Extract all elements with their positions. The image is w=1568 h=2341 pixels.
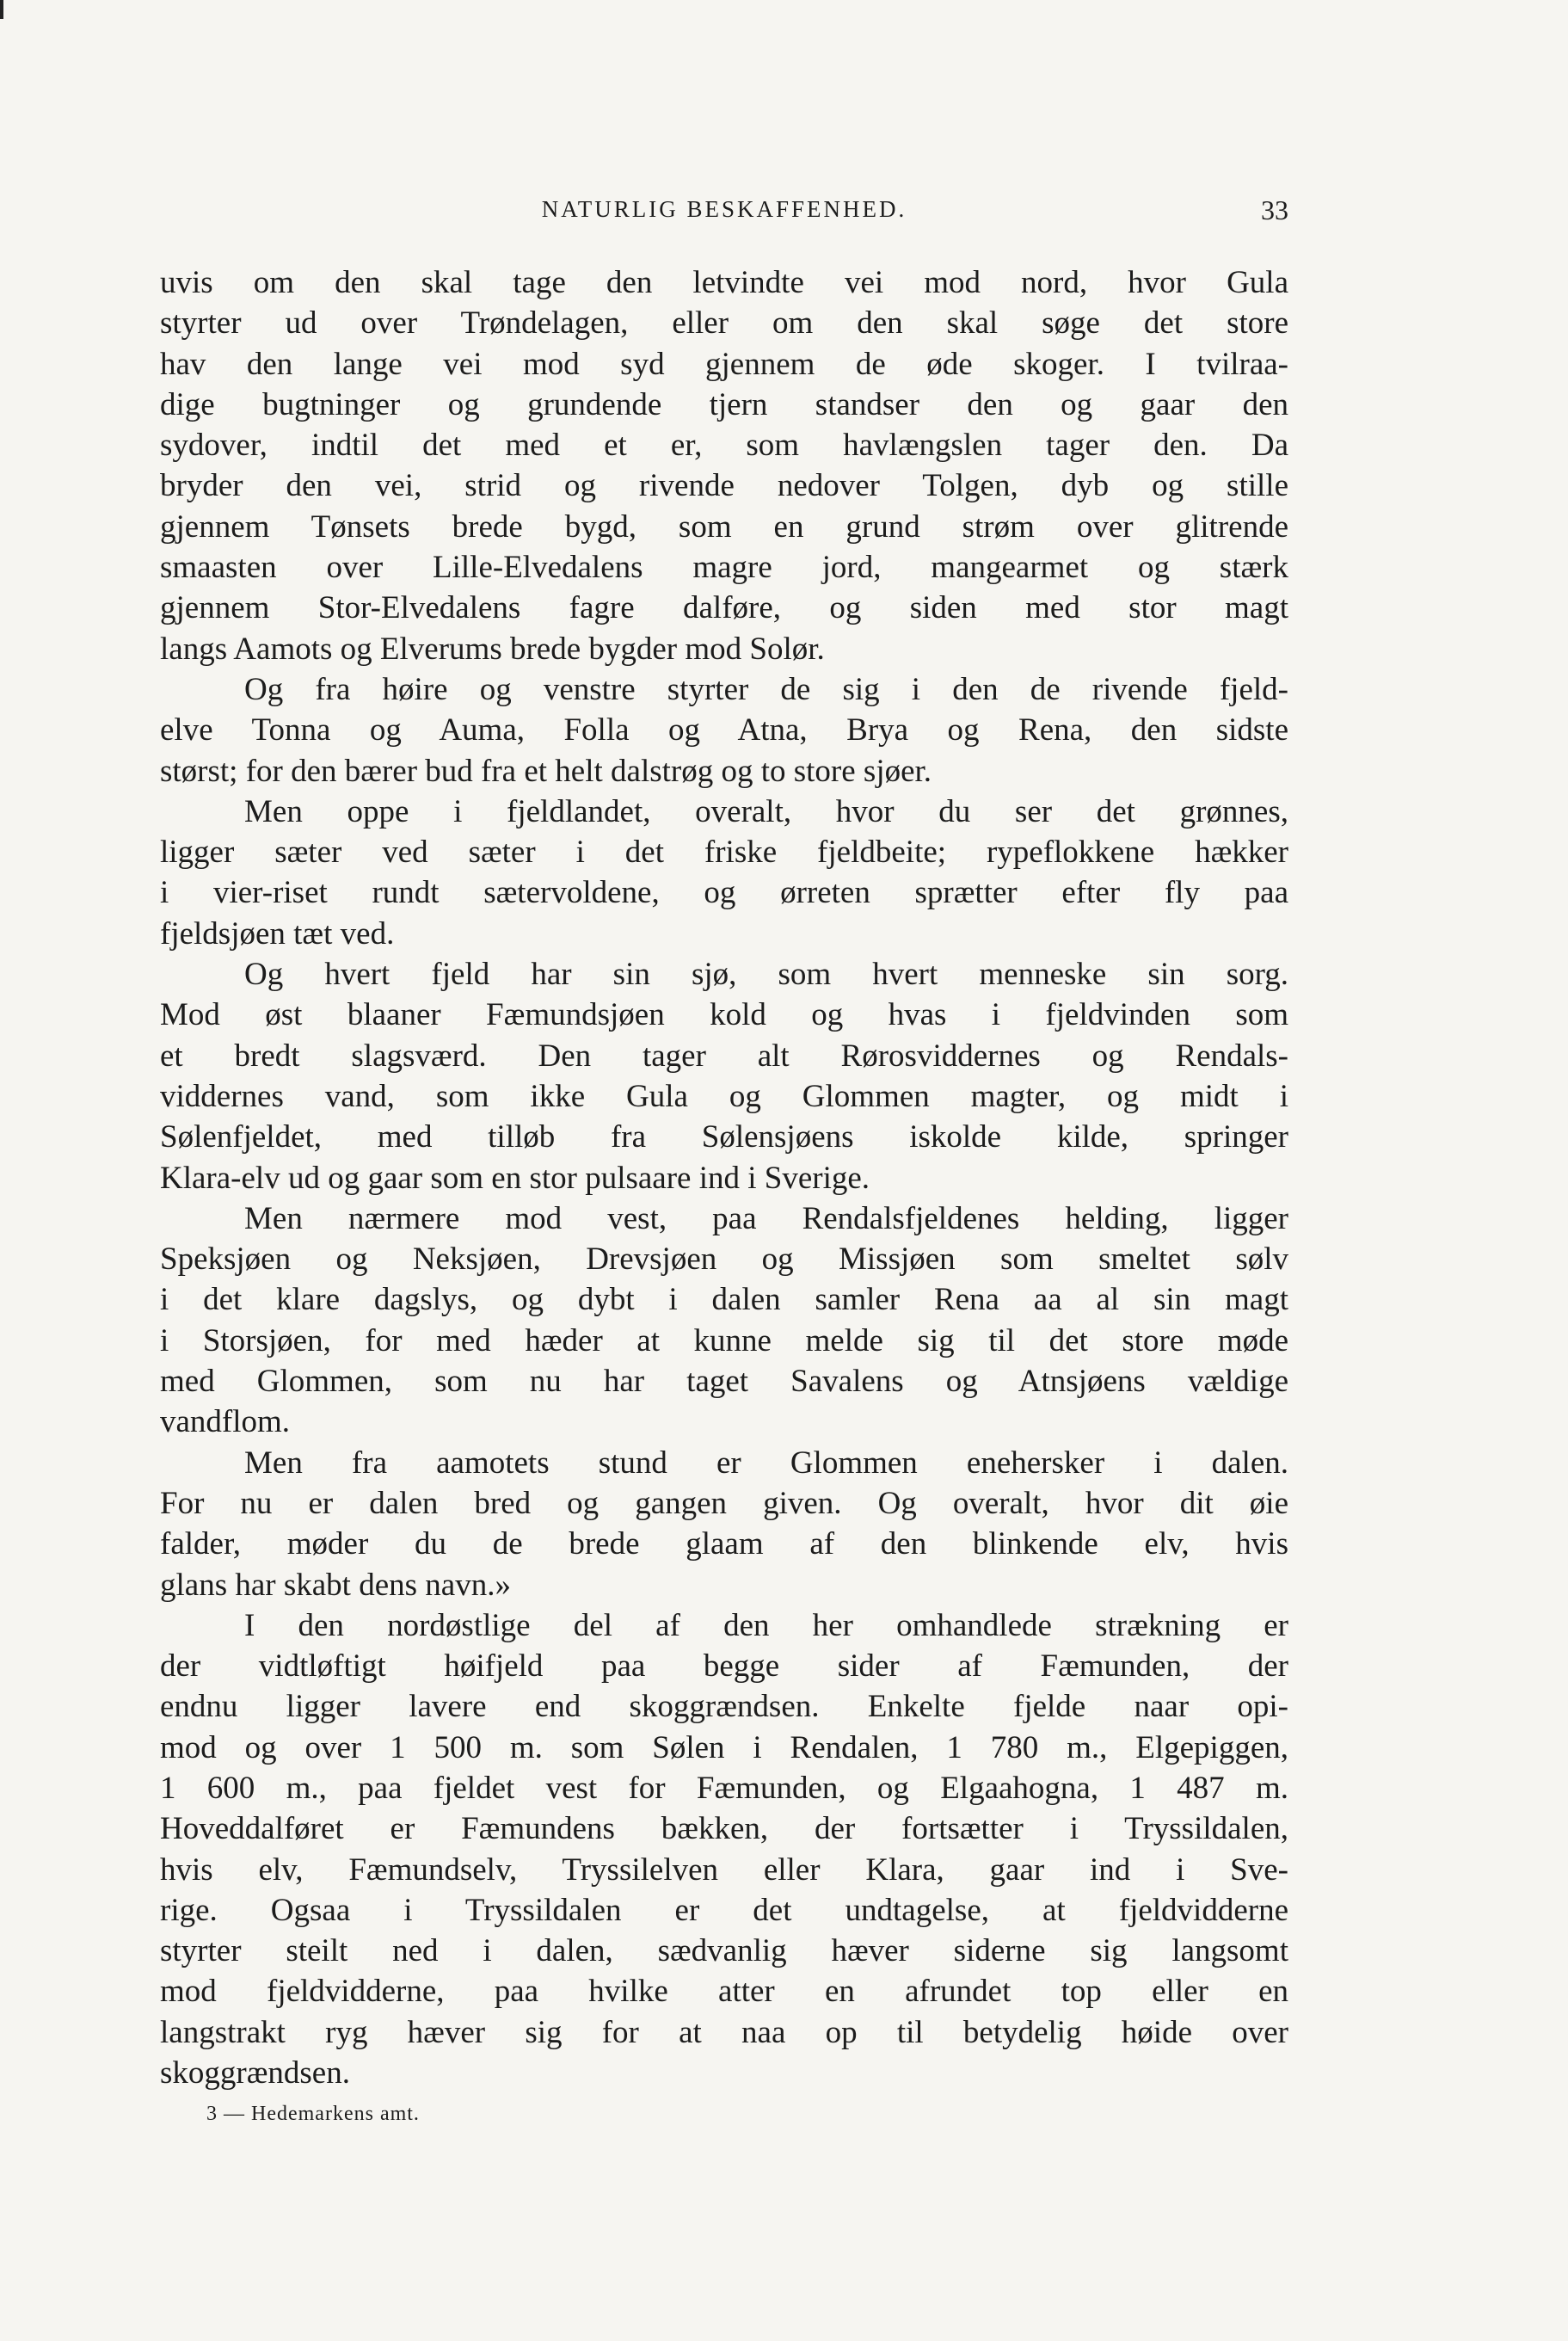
text-line: langstrakt ryg hæver sig for at naa op til betydelig høide over	[160, 2014, 1288, 2050]
text-line: i vier-riset rundt sætervoldene, og ørreten sprætter efter fly paa	[160, 875, 1288, 911]
text-line: i Storsjøen, for med hæder at kunne melde sig til det store møde	[160, 1322, 1288, 1358]
text-line: Men nærmere mod vest, paa Rendalsfjeldenes helding, ligger	[244, 1200, 1288, 1236]
text-line: Sølenfjeldet, med tilløb fra Sølensjøens iskolde kilde, springer	[160, 1119, 1288, 1155]
text-line: der vidtløftigt høifjeld paa begge sider af Fæmunden, der	[160, 1648, 1288, 1685]
text-line: gjennem Tønsets brede bygd, som en grund strøm over glitrende	[160, 508, 1288, 545]
text-line: hav den lange vei mod syd gjennem de øde skoger. I tvilraa-	[160, 346, 1288, 382]
text-line: styrter ud over Trøndelagen, eller om den skal søge det store	[160, 305, 1288, 342]
text-line: i det klare dagslys, og dybt i dalen samler Rena aa al sin magt	[160, 1282, 1288, 1318]
page-number: 33	[1261, 194, 1288, 225]
text-line: mod og over 1 500 m. som Sølen i Rendalen, 1 780 m., Elgepiggen,	[160, 1729, 1288, 1765]
text-line: Klara-elv ud og gaar som en stor pulsaare ind i Sverige.	[160, 1160, 870, 1196]
text-line: fjeldsjøen tæt ved.	[160, 915, 395, 952]
text-line: smaasten over Lille-Elvedalens magre jord, mangearmet og stærk	[160, 550, 1288, 586]
text-line: bryder den vei, strid og rivende nedover Tolgen, dyb og stille	[160, 468, 1288, 504]
text-line: sydover, indtil det med et er, som havlængslen tager den. Da	[160, 428, 1288, 464]
text-line: elve Tonna og Auma, Folla og Atna, Brya og Rena, den sidste	[160, 712, 1288, 749]
text-line: Men oppe i fjeldlandet, overalt, hvor du ser det grønnes,	[244, 793, 1288, 829]
text-line: vandflom.	[160, 1404, 291, 1440]
text-line: styrter steilt ned i dalen, sædvanlig hæver siderne sig langsomt	[160, 1933, 1288, 1969]
text-line: dige bugtninger og grundende tjern standser den og gaar den	[160, 386, 1288, 422]
text-line: Speksjøen og Neksjøen, Drevsjøen og Missjøen som smeltet sølv	[160, 1241, 1288, 1278]
text-line: størst; for den bærer bud fra et helt dalstrøg og to store sjøer.	[160, 753, 932, 789]
signature-footer: 3 — Hedemarkens amt.	[206, 2103, 420, 2125]
text-line: hvis elv, Fæmundselv, Tryssilelven eller Klara, gaar ind i Sve-	[160, 1851, 1288, 1888]
text-line: Mod øst blaaner Fæmundsjøen kold og hvas i fjeldvinden som	[160, 997, 1288, 1033]
text-line: glans har skabt dens navn.»	[160, 1567, 511, 1603]
text-line: I den nordøstlige del af den her omhandlede strækning er	[244, 1607, 1288, 1643]
text-line: falder, møder du de brede glaam af den blinkende elv, hvis	[160, 1526, 1288, 1562]
text-line: gjennem Stor-Elvedalens fagre dalføre, og siden med stor magt	[160, 590, 1288, 626]
text-line: Og fra høire og venstre styrter de sig i den de rivende fjeld-	[244, 671, 1288, 707]
text-line: uvis om den skal tage den letvindte vei mod nord, hvor Gula	[160, 265, 1288, 300]
scan-mark	[0, 0, 3, 19]
text-line: med Glommen, som nu har taget Savalens og Atnsjøens vældige	[160, 1364, 1288, 1400]
text-line: Hoveddalføret er Fæmundens bækken, der fortsætter i Tryssildalen,	[160, 1811, 1288, 1847]
running-title: NATURLIG BESKAFFENHED.	[541, 196, 907, 222]
text-line: Men fra aamotets stund er Glommen enehersker i dalen.	[244, 1445, 1288, 1481]
text-line: mod fjeldvidderne, paa hvilke atter en afrundet top eller en	[160, 1974, 1288, 2010]
text-line: langs Aamots og Elverums brede bygder mod Solør.	[160, 631, 825, 667]
text-line: 1 600 m., paa fjeldet vest for Fæmunden, og Elgaahogna, 1 487 m.	[160, 1770, 1288, 1806]
text-line: et bredt slagsværd. Den tager alt Rørosviddernes og Rendals-	[160, 1038, 1288, 1074]
body-text	[160, 262, 1288, 2093]
text-line: ligger sæter ved sæter i det friske fjeldbeite; rypeflokkene hækker	[160, 835, 1288, 871]
text-line: endnu ligger lavere end skoggrændsen. Enkelte fjelde naar opi-	[160, 1689, 1288, 1725]
text-line: skoggrændsen.	[160, 2055, 350, 2091]
text-line: For nu er dalen bred og gangen given. Og overalt, hvor dit øie	[160, 1485, 1288, 1521]
text-line: viddernes vand, som ikke Gula og Glommen magter, og midt i	[160, 1078, 1288, 1114]
text-line: rige. Ogsaa i Tryssildalen er det undtagelse, at fjeldvidderne	[160, 1892, 1288, 1928]
text-line: Og hvert fjeld har sin sjø, som hvert menneske sin sorg.	[244, 957, 1288, 993]
page-header	[160, 191, 1288, 231]
